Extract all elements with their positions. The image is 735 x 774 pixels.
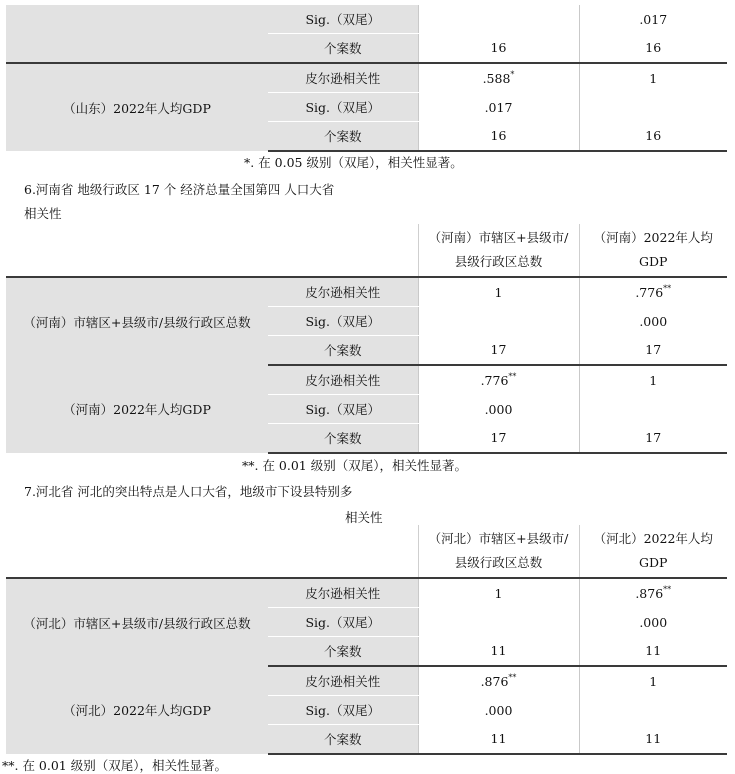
row-group-header: （山东）2022年人均GDP <box>6 63 268 151</box>
column-header-line: 县级行政区总数 <box>454 254 543 269</box>
table-row <box>6 365 727 395</box>
correlation-value: .876 <box>480 673 509 689</box>
cell-value: 1 <box>579 63 727 93</box>
header-blank <box>6 224 268 277</box>
cell-value: 1 <box>418 277 579 307</box>
cell-value: 17 <box>418 336 579 366</box>
cell-value: 11 <box>418 637 579 667</box>
footnote: *. 在 0.05 级别（双尾），相关性显著。 <box>244 155 463 170</box>
correlation-value: .876 <box>635 585 664 601</box>
row-group-header: （河北）市辖区+县级市/县级行政区总数 <box>6 578 268 666</box>
footnote: **. 在 0.01 级别（双尾），相关性显著。 <box>2 758 227 773</box>
table-row <box>6 578 727 608</box>
column-header <box>418 224 579 277</box>
column-header-line: （河南）市辖区+县级市/ <box>428 230 569 245</box>
correlation-value: .776 <box>480 372 509 388</box>
sig-label: Sig.（双尾） <box>268 5 418 34</box>
row-group-header: （河南）2022年人均GDP <box>6 365 268 453</box>
table-row <box>6 666 727 696</box>
cell-value <box>579 277 727 307</box>
correlation-value: .588 <box>482 70 511 86</box>
table-row <box>6 277 727 307</box>
cell-value: 1 <box>579 365 727 395</box>
cell-value: .000 <box>418 395 579 424</box>
table-row <box>6 63 727 93</box>
row-group-header: （河北）2022年人均GDP <box>6 666 268 754</box>
significance-mark: ** <box>508 371 517 381</box>
significance-mark: ** <box>663 584 672 594</box>
cell-value: 16 <box>579 122 727 152</box>
sig-label: Sig.（双尾） <box>268 608 418 637</box>
sig-label: Sig.（双尾） <box>268 93 418 122</box>
cell-value: .017 <box>418 93 579 122</box>
header-blank <box>6 525 268 578</box>
cell-value <box>579 93 727 122</box>
henan-correlation-table <box>6 224 727 454</box>
n-label: 个案数 <box>268 34 418 64</box>
row-group-header: （河南）市辖区+县级市/县级行政区总数 <box>6 277 268 365</box>
section-heading: 6.河南省 地级行政区 17 个 经济总量全国第四 人口大省 <box>24 182 335 197</box>
hebei-correlation-table <box>6 525 727 755</box>
cell-value: 11 <box>579 637 727 667</box>
n-label: 个案数 <box>268 336 418 366</box>
cell-value: .017 <box>579 5 727 34</box>
correlation-value: .776 <box>635 284 664 300</box>
header-blank <box>268 224 418 277</box>
sig-label: Sig.（双尾） <box>268 696 418 725</box>
n-label: 个案数 <box>268 725 418 755</box>
table-header-row <box>6 224 727 277</box>
cell-value: .000 <box>418 696 579 725</box>
cell-value: 17 <box>579 424 727 454</box>
footnote: **. 在 0.01 级别（双尾），相关性显著。 <box>242 458 467 473</box>
shandong-correlation-table <box>6 5 727 152</box>
cell-value: .000 <box>579 307 727 336</box>
cell-value <box>579 578 727 608</box>
table-title: 相关性 <box>345 510 383 525</box>
sig-label: Sig.（双尾） <box>268 307 418 336</box>
pearson-label: 皮尔逊相关性 <box>268 277 418 307</box>
cell-value <box>418 608 579 637</box>
n-label: 个案数 <box>268 637 418 667</box>
column-header-line: 县级行政区总数 <box>454 555 543 570</box>
column-header: （河南）2022年人均GDP <box>579 224 727 277</box>
row-group-header <box>6 5 268 63</box>
cell-value: 1 <box>418 578 579 608</box>
pearson-label: 皮尔逊相关性 <box>268 666 418 696</box>
significance-mark: * <box>510 69 515 79</box>
column-header <box>418 525 579 578</box>
cell-value: 11 <box>579 725 727 755</box>
n-label: 个案数 <box>268 424 418 454</box>
table-header-row <box>6 525 727 578</box>
table-title: 相关性 <box>24 206 62 221</box>
significance-mark: ** <box>508 672 517 682</box>
header-blank <box>268 525 418 578</box>
cell-value: 11 <box>418 725 579 755</box>
cell-value: 1 <box>579 666 727 696</box>
cell-value <box>579 696 727 725</box>
cell-value: 17 <box>418 424 579 454</box>
sig-label: Sig.（双尾） <box>268 395 418 424</box>
cell-value: 17 <box>579 336 727 366</box>
n-label: 个案数 <box>268 122 418 152</box>
cell-value <box>418 5 579 34</box>
significance-mark: ** <box>663 283 672 293</box>
pearson-label: 皮尔逊相关性 <box>268 63 418 93</box>
column-header-line: （河北）市辖区+县级市/ <box>428 531 569 546</box>
pearson-label: 皮尔逊相关性 <box>268 578 418 608</box>
cell-value <box>418 307 579 336</box>
cell-value <box>579 395 727 424</box>
cell-value <box>418 666 579 696</box>
cell-value: 16 <box>418 34 579 64</box>
section-heading: 7.河北省 河北的突出特点是人口大省，地级市下设县特别多 <box>24 484 353 499</box>
cell-value: 16 <box>418 122 579 152</box>
cell-value: .000 <box>579 608 727 637</box>
pearson-label: 皮尔逊相关性 <box>268 365 418 395</box>
column-header: （河北）2022年人均GDP <box>579 525 727 578</box>
table-row <box>6 5 727 34</box>
cell-value <box>418 365 579 395</box>
cell-value <box>418 63 579 93</box>
cell-value: 16 <box>579 34 727 64</box>
